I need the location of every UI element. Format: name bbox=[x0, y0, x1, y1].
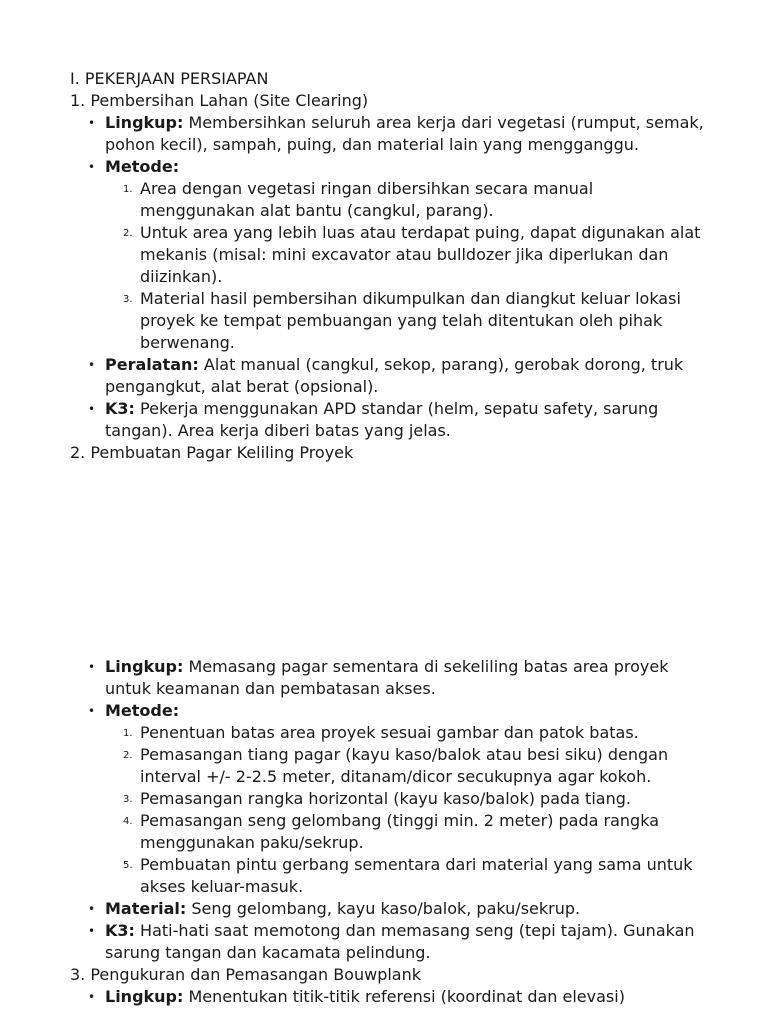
step-number: 5. bbox=[123, 860, 133, 871]
step-text: Pemasangan seng gelombang (tinggi min. 2 meter) pada rangka menggunakan paku/sekrup. bbox=[140, 811, 659, 852]
list-item bbox=[123, 722, 710, 744]
list-item bbox=[123, 222, 710, 288]
step-number: 1. bbox=[123, 184, 133, 195]
list-item bbox=[123, 178, 710, 222]
list-item bbox=[123, 288, 710, 354]
list-item bbox=[105, 986, 710, 1008]
list-item bbox=[123, 744, 710, 788]
list-item bbox=[105, 112, 710, 156]
step-number: 2. bbox=[123, 228, 133, 239]
bullet-text: Memasang pagar sementara di sekeliling batas area proyek untuk keamanan dan pembatasan akses. bbox=[105, 657, 669, 698]
numbered-list bbox=[105, 722, 710, 898]
bullet-label: Lingkup: bbox=[105, 987, 184, 1006]
subsection-title-fence: 2. Pembuatan Pagar Keliling Proyek bbox=[70, 443, 354, 462]
bullet-text: Pekerja menggunakan APD standar (helm, sepatu safety, sarung tangan). Area kerja diberi batas yang jelas. bbox=[105, 399, 659, 440]
list-item bbox=[105, 700, 710, 898]
list-item bbox=[123, 854, 710, 898]
bullet-label: K3: bbox=[105, 921, 135, 940]
step-text: Untuk area yang lebih luas atau terdapat puing, dapat digunakan alat mekanis (misal: mini excavator atau bulldozer jika diperlukan dan diizinkan). bbox=[140, 223, 701, 286]
document-page bbox=[70, 68, 710, 1008]
step-text: Material hasil pembersihan dikumpulkan dan diangkut keluar lokasi proyek ke tempat pembuangan yang telah ditentukan oleh pihak berwenang. bbox=[140, 289, 681, 352]
bullet-list-site-clearing bbox=[70, 112, 710, 442]
bullet-text: Menentukan titik-titik referensi (koordinat dan elevasi) bbox=[188, 987, 625, 1006]
bullet-label: Metode: bbox=[105, 701, 180, 720]
step-text: Area dengan vegetasi ringan dibersihkan secara manual menggunakan alat bantu (cangkul, parang). bbox=[140, 179, 594, 220]
list-item bbox=[105, 898, 710, 920]
list-item bbox=[123, 810, 710, 854]
list-item bbox=[105, 354, 710, 398]
bullet-text: Alat manual (cangkul, sekop, parang), gerobak dorong, truk pengangkut, alat berat (opsional). bbox=[105, 355, 684, 396]
numbered-list bbox=[105, 178, 710, 354]
step-number: 2. bbox=[123, 750, 133, 761]
bullet-label: K3: bbox=[105, 399, 135, 418]
list-item bbox=[123, 788, 710, 810]
bullet-list-bouwplank bbox=[70, 986, 710, 1008]
bullet-text: Membersihkan seluruh area kerja dari vegetasi (rumput, semak, pohon kecil), sampah, puing, dan material lain yang mengganggu. bbox=[105, 113, 704, 154]
bullet-label: Lingkup: bbox=[105, 657, 184, 676]
step-number: 3. bbox=[123, 794, 133, 805]
bullet-label: Peralatan: bbox=[105, 355, 199, 374]
step-text: Pembuatan pintu gerbang sementara dari material yang sama untuk akses keluar-masuk. bbox=[140, 855, 693, 896]
bullet-list-fence bbox=[70, 656, 710, 964]
subsection-title-bouwplank: 3. Pengukuran dan Pemasangan Bouwplank bbox=[70, 965, 422, 984]
step-number: 4. bbox=[123, 816, 133, 827]
list-item bbox=[105, 656, 710, 700]
bullet-label: Material: bbox=[105, 899, 187, 918]
step-text: Penentuan batas area proyek sesuai gambar dan patok batas. bbox=[140, 723, 639, 742]
step-text: Pemasangan rangka horizontal (kayu kaso/balok) pada tiang. bbox=[140, 789, 631, 808]
section-heading: I. PEKERJAAN PERSIAPAN bbox=[70, 69, 269, 88]
subsection-title-site-clearing: 1. Pembersihan Lahan (Site Clearing) bbox=[70, 91, 369, 110]
bullet-text: Seng gelombang, kayu kaso/balok, paku/sekrup. bbox=[191, 899, 581, 918]
bullet-text: Hati-hati saat memotong dan memasang seng (tepi tajam). Gunakan sarung tangan dan kacamata pelindung. bbox=[105, 921, 695, 962]
list-item bbox=[105, 920, 710, 964]
list-item bbox=[105, 156, 710, 354]
list-item bbox=[105, 398, 710, 442]
bullet-label: Lingkup: bbox=[105, 113, 184, 132]
step-number: 3. bbox=[123, 294, 133, 305]
step-text: Pemasangan tiang pagar (kayu kaso/balok atau besi siku) dengan interval +/- 2-2.5 meter, ditanam/dicor secukupnya agar kokoh. bbox=[140, 745, 669, 786]
blank-space bbox=[70, 464, 710, 656]
step-number: 1. bbox=[123, 728, 133, 739]
bullet-label: Metode: bbox=[105, 157, 180, 176]
